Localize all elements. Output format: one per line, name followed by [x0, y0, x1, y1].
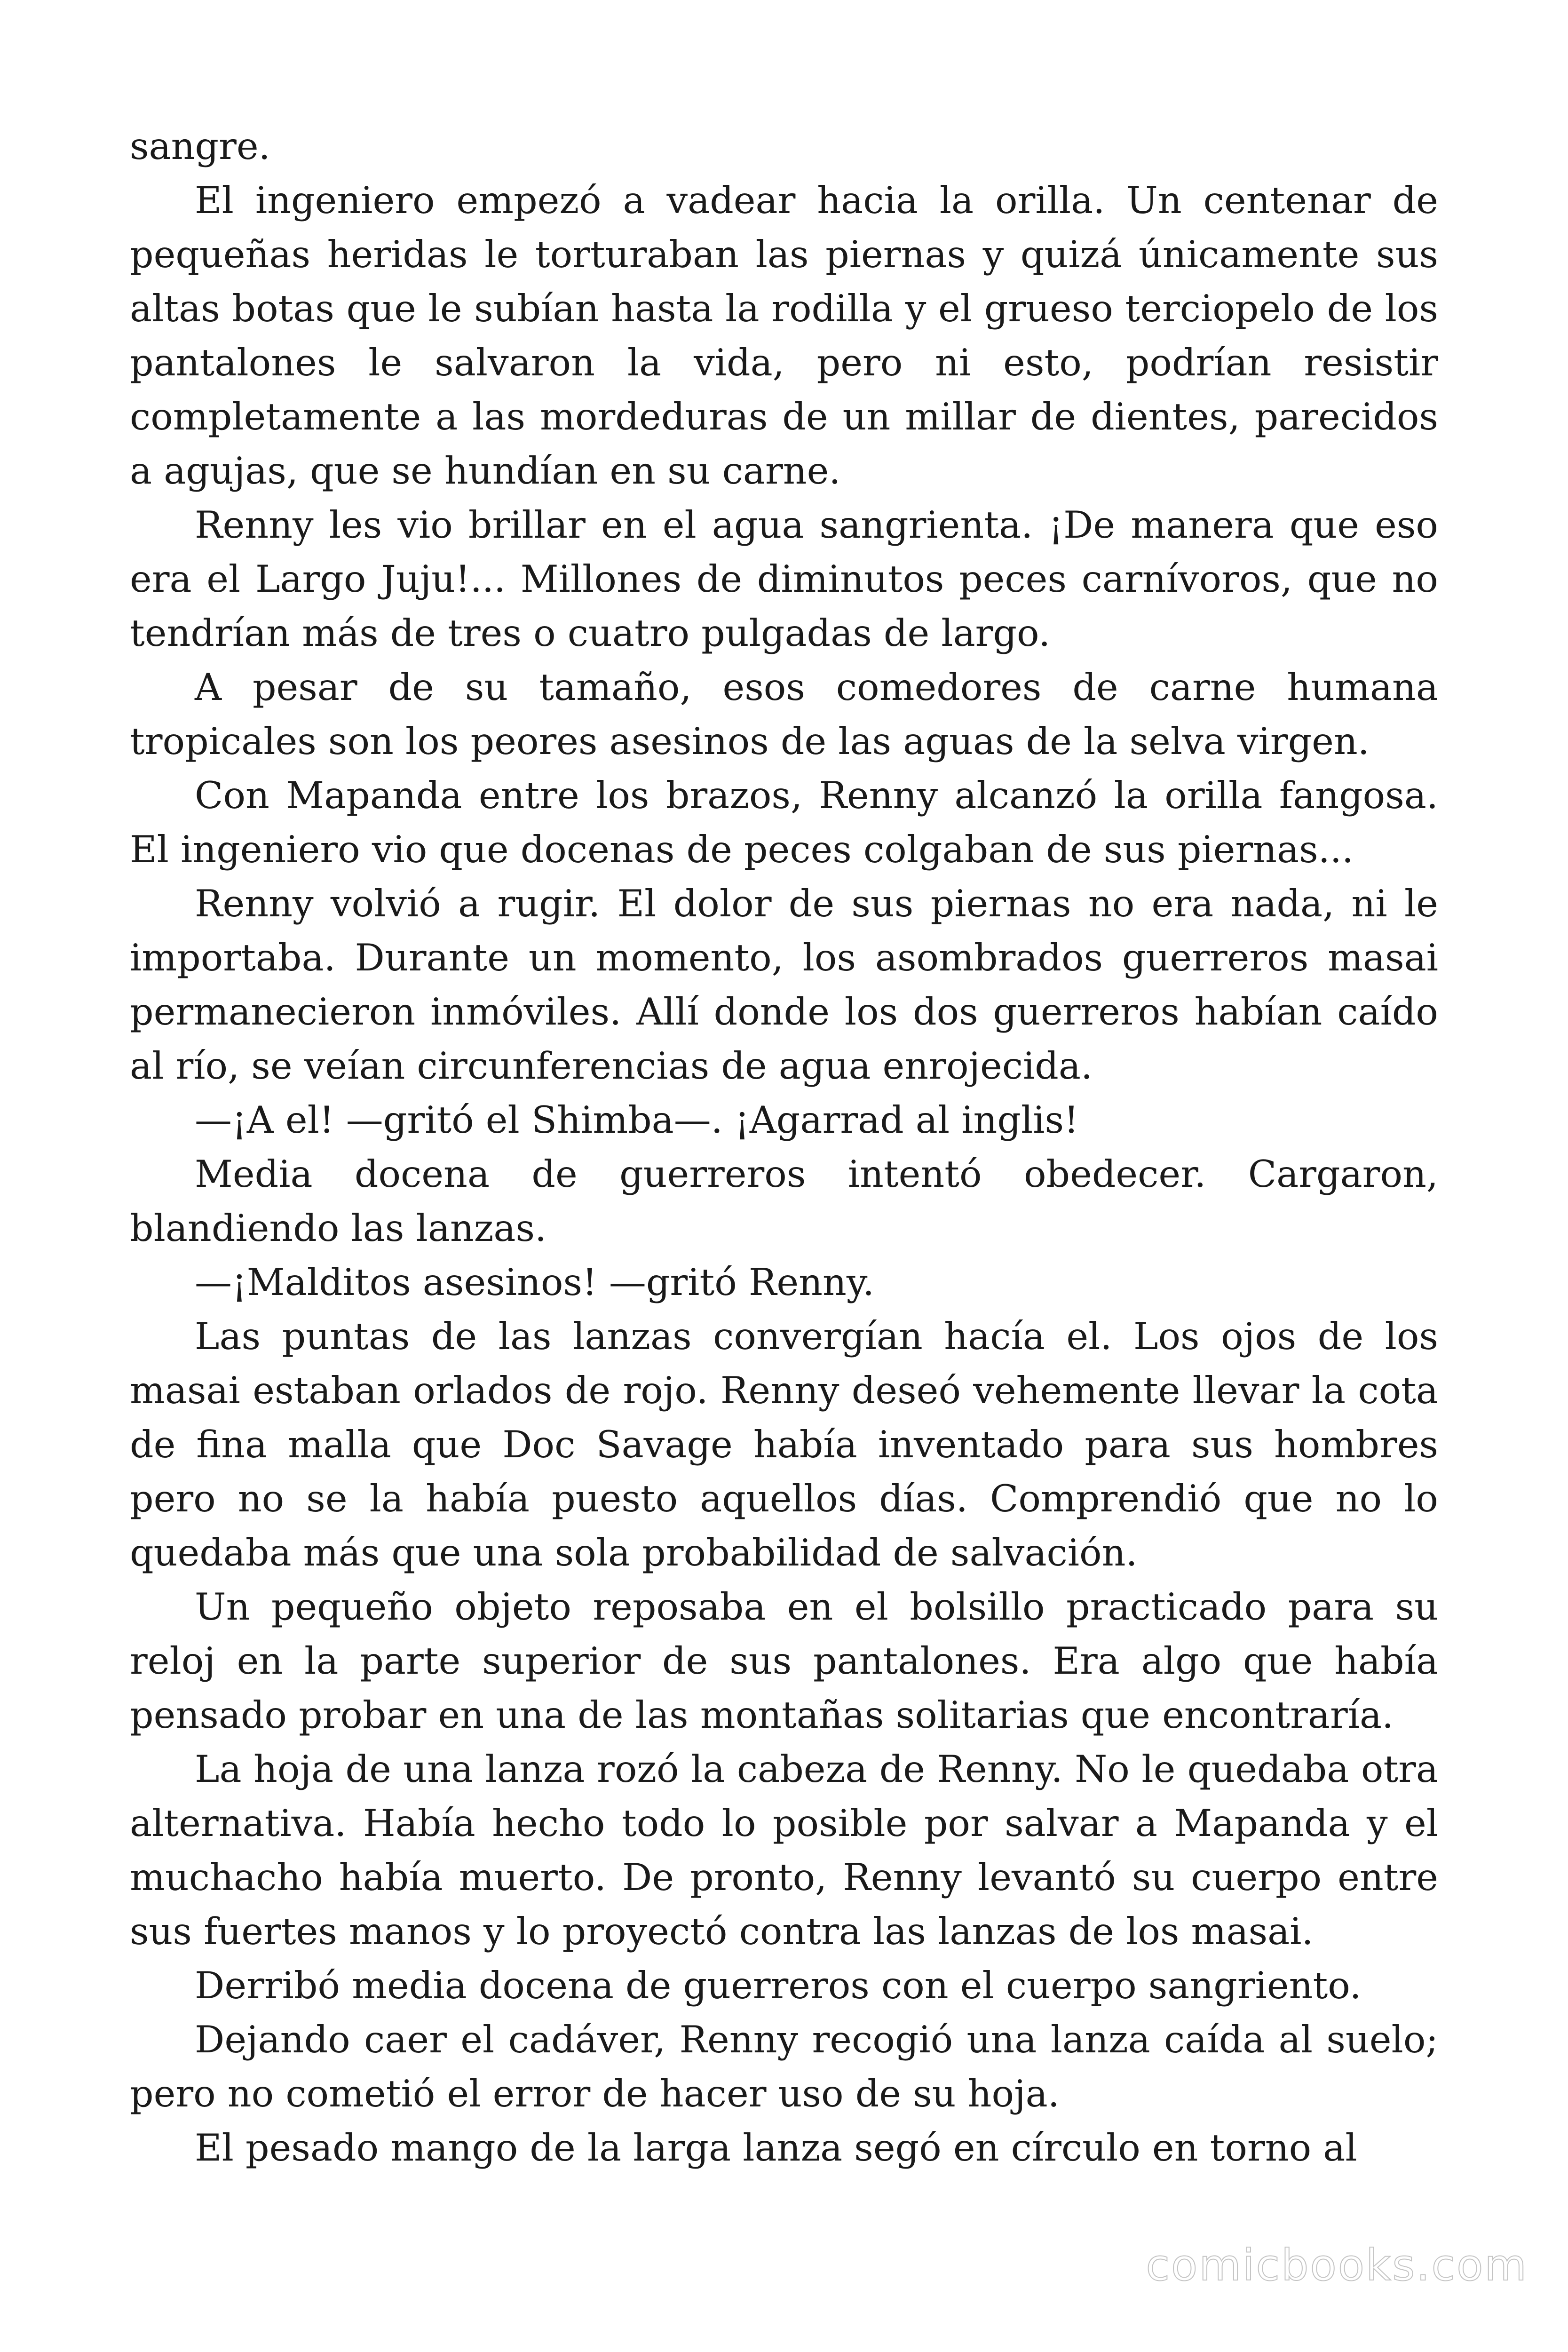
watermark: comicbooks.com [1146, 2240, 1528, 2290]
paragraph: Dejando caer el cadáver, Renny recogió una lanza caída al suelo; pero no cometió el error de hacer uso de su hoja. [130, 2018, 1438, 2115]
paragraph: Con Mapanda entre los brazos, Renny alcanzó la orilla fangosa. El ingeniero vio que docenas de peces colgaban de sus piernas... [130, 774, 1438, 871]
paragraph: El ingeniero empezó a vadear hacia la orilla. Un centenar de pequeñas heridas le torturaban las piernas y quizá únicamente sus altas botas que le subían hasta la rodilla y el grueso terciopelo de los pantalones le salvaron la vida, pero ni esto, podrían resistir completamente a las mordeduras de un millar de dientes, parecidos a agujas, que se hundían en su carne. [130, 179, 1438, 493]
dialogue-paragraph: —¡A el! —gritó el Shimba—. ¡Agarrad al inglis! [195, 1098, 1079, 1142]
paragraph: Renny les vio brillar en el agua sangrienta. ¡De manera que eso era el Largo Juju!... Millones de diminutos peces carnívoros, que no tendrían más de tres o cuatro pulgadas de largo. [130, 503, 1438, 655]
paragraph-last: El pesado mango de la larga lanza segó en círculo en torno al [195, 2126, 1357, 2169]
dialogue-paragraph: —¡Malditos asesinos! —gritó Renny. [195, 1261, 875, 1304]
body-text [130, 119, 1438, 2175]
paragraph: La hoja de una lanza rozó la cabeza de Renny. No le quedaba otra alternativa. Había hecho todo lo posible por salvar a Mapanda y el muchacho había muerto. De pronto, Renny levantó su cuerpo entre sus fuertes manos y lo proyectó contra las lanzas de los masai. [130, 1748, 1438, 1953]
paragraph-continuation: sangre. [130, 125, 270, 168]
paragraph: Las puntas de las lanzas convergían hacía el. Los ojos de los masai estaban orlados de rojo. Renny deseó vehemente llevar la cota de fina malla que Doc Savage había inventado para sus hombres pero no se la había puesto aquellos días. Comprendió que no lo quedaba más que una sola probabilidad de salvación. [130, 1315, 1438, 1574]
paragraph: Media docena de guerreros intentó obedecer. Cargaron, blandiendo las lanzas. [130, 1152, 1438, 1250]
paragraph: Derribó media docena de guerreros con el cuerpo sangriento. [195, 1964, 1362, 2007]
paragraph: A pesar de su tamaño, esos comedores de carne humana tropicales son los peores asesinos de las aguas de la selva virgen. [130, 666, 1438, 763]
paragraph: Un pequeño objeto reposaba en el bolsillo practicado para su reloj en la parte superior de sus pantalones. Era algo que había pensado probar en una de las montañas solitarias que encontraría. [130, 1585, 1438, 1737]
paragraph: Renny volvió a rugir. El dolor de sus piernas no era nada, ni le importaba. Durante un momento, los asombrados guerreros masai permanecieron inmóviles. Allí donde los dos guerreros habían caído al río, se veían circunferencias de agua enrojecida. [130, 882, 1438, 1088]
